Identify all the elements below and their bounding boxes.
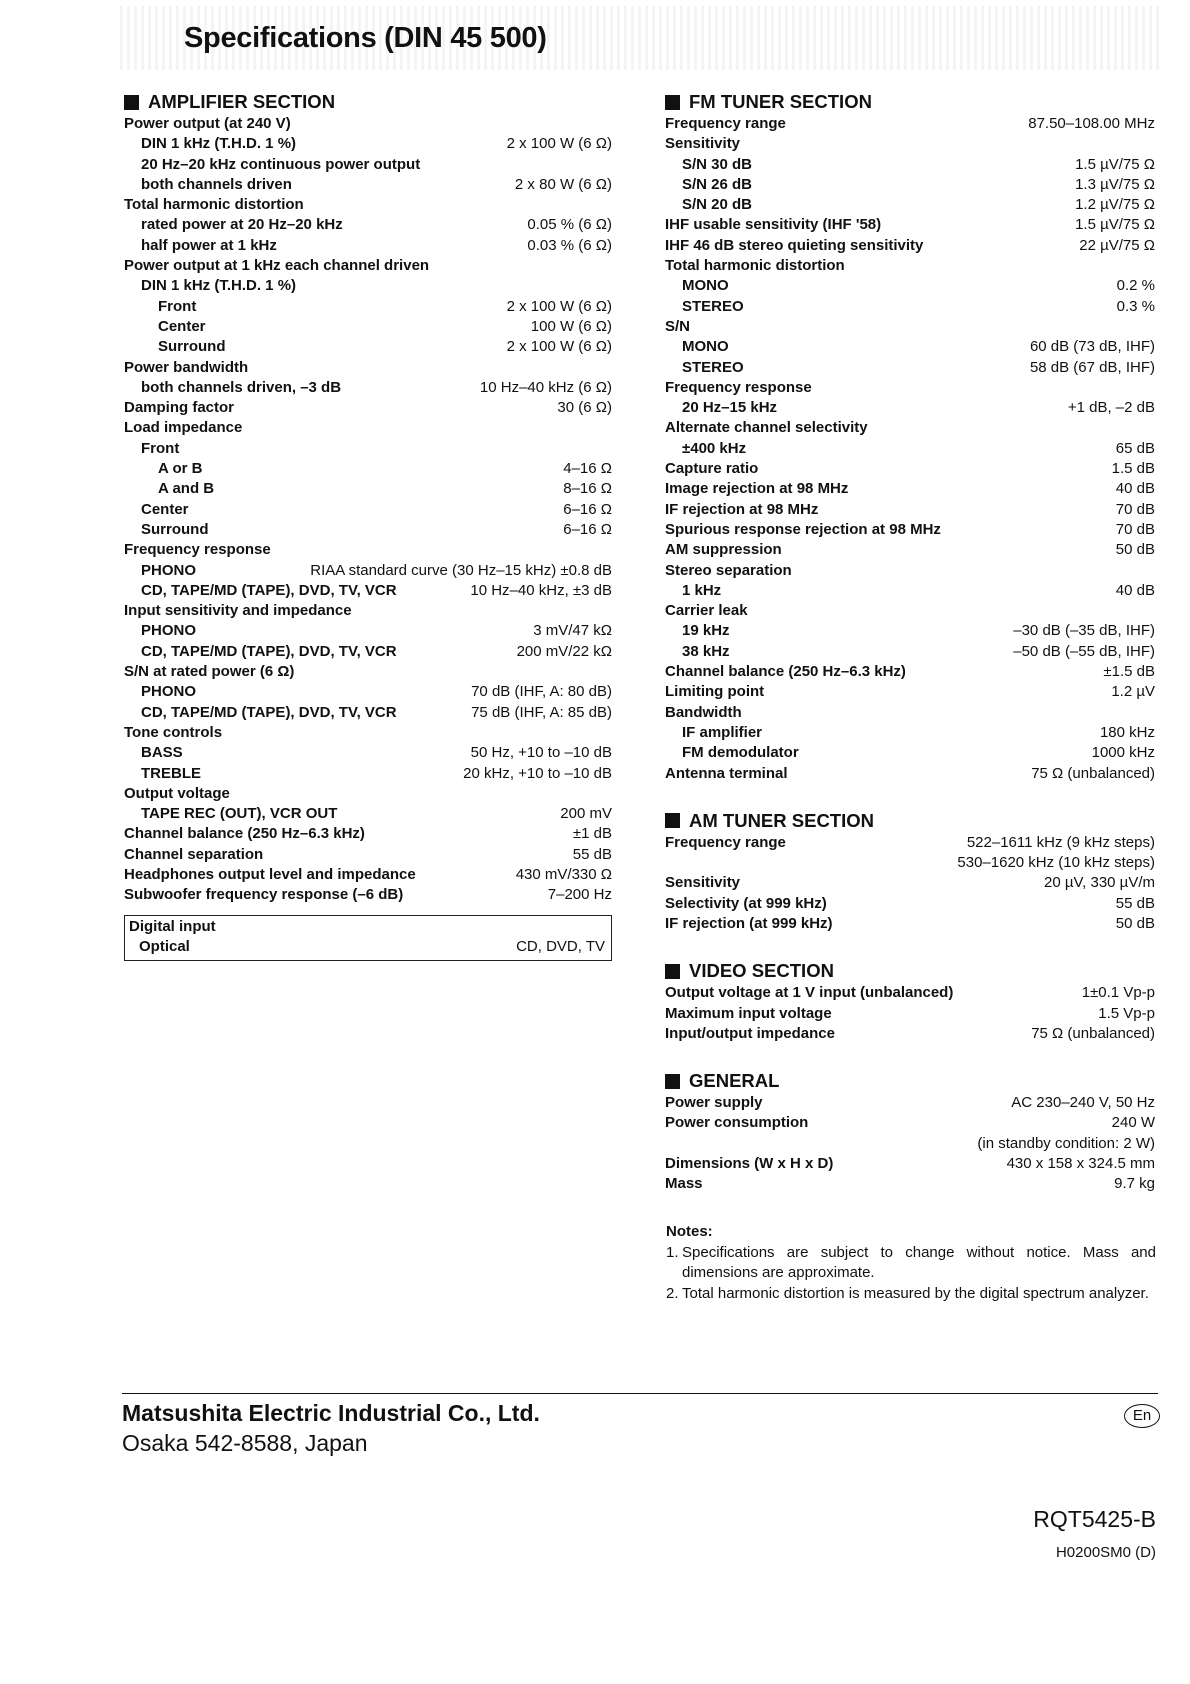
spec-value: ±1 dB <box>572 825 612 843</box>
amplifier-spec-list <box>124 115 612 907</box>
spec-label: Alternate channel selectivity <box>665 419 868 437</box>
spec-label: PHONO <box>141 683 197 701</box>
spec-label: S/N 20 dB <box>682 196 753 214</box>
spec-value: 1.2 µV <box>1111 683 1155 701</box>
spec-label: Tone controls <box>124 723 223 741</box>
spec-row <box>665 874 1155 894</box>
spec-row <box>665 399 1155 419</box>
spec-value: 70 dB <box>1115 520 1155 538</box>
spec-label: Channel balance (250 Hz–6.3 kHz) <box>124 825 365 843</box>
spec-label: Surround <box>158 338 226 356</box>
spec-label: 38 kHz <box>682 642 730 660</box>
spec-label: Headphones output level and impedance <box>124 865 416 883</box>
spec-row <box>124 622 612 642</box>
spec-row <box>665 602 1155 622</box>
spec-label: S/N 30 dB <box>682 155 753 173</box>
spec-label: IHF 46 dB stereo quieting sensitivity <box>665 236 924 254</box>
am-section-heading <box>665 809 1155 833</box>
spec-label: Subwoofer frequency response (–6 dB) <box>124 886 404 904</box>
spec-row <box>124 399 612 419</box>
spec-label: IF rejection (at 999 kHz) <box>665 914 833 932</box>
spec-value: 50 dB <box>1115 914 1155 932</box>
company-name: Matsushita Electric Industrial Co., Ltd. <box>122 1400 540 1426</box>
spec-label: PHONO <box>141 622 197 640</box>
spec-label: Channel separation <box>124 845 264 863</box>
spec-row <box>665 521 1155 541</box>
spec-row <box>665 854 1155 874</box>
spec-value: ±1.5 dB <box>1103 663 1155 681</box>
spec-value: AC 230–240 V, 50 Hz <box>1011 1094 1155 1112</box>
note-item <box>666 1243 1156 1284</box>
spec-label: Front <box>141 439 180 457</box>
digital-input-title: Digital input <box>129 917 216 935</box>
spec-row <box>665 1094 1155 1114</box>
spec-label: S/N at rated power (6 Ω) <box>124 663 295 681</box>
spec-row <box>124 785 612 805</box>
spec-row <box>665 196 1155 216</box>
spec-value: 2 x 100 W (6 Ω) <box>506 135 612 153</box>
spec-value: 70 dB <box>1115 500 1155 518</box>
spec-label: Antenna terminal <box>665 764 788 782</box>
spec-value: 180 kHz <box>1099 723 1155 741</box>
spec-value: 75 dB (IHF, A: 85 dB) <box>471 703 612 721</box>
spec-row <box>124 156 612 176</box>
square-bullet-icon <box>665 1074 680 1089</box>
spec-label: Load impedance <box>124 419 243 437</box>
spec-value: 40 dB <box>1115 480 1155 498</box>
spec-row <box>665 419 1155 439</box>
spec-label: Power output at 1 kHz each channel driven <box>124 257 430 275</box>
spec-label: half power at 1 kHz <box>141 236 277 254</box>
spec-label: 1 kHz <box>682 581 722 599</box>
spec-label: Limiting point <box>665 683 765 701</box>
spec-row <box>665 834 1155 854</box>
spec-value: 70 dB (IHF, A: 80 dB) <box>471 683 612 701</box>
spec-row <box>665 541 1155 561</box>
spec-value: 58 dB (67 dB, IHF) <box>1029 358 1155 376</box>
spec-label: Capture ratio <box>665 460 759 478</box>
fm-spec-list <box>665 115 1155 785</box>
spec-row <box>124 298 612 318</box>
spec-value: 60 dB (73 dB, IHF) <box>1029 338 1155 356</box>
spec-row <box>665 915 1155 935</box>
spec-value: 522–1611 kHz (9 kHz steps) <box>966 833 1155 851</box>
spec-label: Dimensions (W x H x D) <box>665 1155 834 1173</box>
digital-input-value: CD, DVD, TV <box>516 937 605 955</box>
spec-value: 55 dB <box>572 845 612 863</box>
fm-section-heading <box>665 90 1155 114</box>
spec-row <box>665 1155 1155 1175</box>
spec-label: Power bandwidth <box>124 358 249 376</box>
video-heading-text: VIDEO SECTION <box>689 960 834 982</box>
spec-value: RIAA standard curve (30 Hz–15 kHz) ±0.8 dB <box>310 561 612 579</box>
spec-value: –50 dB (–55 dB, IHF) <box>1013 642 1155 660</box>
spec-label: Power supply <box>665 1094 763 1112</box>
spec-value: 100 W (6 Ω) <box>530 317 612 335</box>
spec-row <box>665 683 1155 703</box>
spec-label: Sensitivity <box>665 135 741 153</box>
spec-label: Total harmonic distortion <box>665 257 845 275</box>
spec-row <box>665 895 1155 915</box>
spec-row <box>665 704 1155 724</box>
square-bullet-icon <box>665 813 680 828</box>
spec-row <box>665 744 1155 764</box>
spec-label: AM suppression <box>665 541 782 559</box>
spec-row <box>665 582 1155 602</box>
spec-value: 87.50–108.00 MHz <box>1028 115 1155 132</box>
spec-label: Power consumption <box>665 1114 809 1132</box>
spec-row <box>124 643 612 663</box>
spec-row <box>124 460 612 480</box>
spec-label: STEREO <box>682 297 744 315</box>
spec-label: Mass <box>665 1175 703 1193</box>
spec-row <box>665 440 1155 460</box>
spec-row <box>665 1114 1155 1134</box>
spec-value: 50 dB <box>1115 541 1155 559</box>
spec-value: 3 mV/47 kΩ <box>533 622 612 640</box>
spec-label: Input/output impedance <box>665 1024 835 1042</box>
spec-row <box>665 216 1155 236</box>
spec-row <box>124 176 612 196</box>
spec-value: 2 x 100 W (6 Ω) <box>506 297 612 315</box>
left-column <box>124 90 612 961</box>
spec-label: DIN 1 kHz (T.H.D. 1 %) <box>141 135 297 153</box>
spec-value: 20 kHz, +10 to –10 dB <box>463 764 612 782</box>
spec-label: TAPE REC (OUT), VCR OUT <box>141 805 338 823</box>
spec-row <box>124 704 612 724</box>
spec-label: Channel balance (250 Hz–6.3 kHz) <box>665 663 906 681</box>
spec-row <box>124 501 612 521</box>
square-bullet-icon <box>665 964 680 979</box>
spec-row <box>124 480 612 500</box>
spec-value: (in standby condition: 2 W) <box>977 1134 1155 1152</box>
spec-label: Frequency range <box>665 833 786 851</box>
spec-label: TREBLE <box>141 764 201 782</box>
spec-row <box>124 521 612 541</box>
square-bullet-icon <box>124 95 139 110</box>
spec-label: IF rejection at 98 MHz <box>665 500 819 518</box>
spec-value: 1.5 dB <box>1111 460 1155 478</box>
spec-row <box>665 984 1155 1004</box>
spec-value: 7–200 Hz <box>547 886 612 904</box>
spec-value: 2 x 100 W (6 Ω) <box>506 338 612 356</box>
am-spec-list <box>665 834 1155 935</box>
spec-row <box>665 663 1155 683</box>
spec-value: 430 mV/330 Ω <box>515 865 612 883</box>
spec-row <box>665 176 1155 196</box>
spec-label: Frequency response <box>124 541 271 559</box>
spec-label: Total harmonic distortion <box>124 196 304 214</box>
spec-row <box>124 562 612 582</box>
spec-row <box>665 298 1155 318</box>
spec-label: Input sensitivity and impedance <box>124 602 352 620</box>
spec-row <box>665 379 1155 399</box>
spec-label: DIN 1 kHz (T.H.D. 1 %) <box>141 277 297 295</box>
spec-row <box>665 257 1155 277</box>
spec-row <box>124 115 612 135</box>
spec-row <box>124 359 612 379</box>
spec-row <box>665 237 1155 257</box>
spec-row <box>124 257 612 277</box>
spec-row <box>665 1175 1155 1195</box>
spec-value: 20 µV, 330 µV/m <box>1044 874 1155 892</box>
print-code: H0200SM0 (D) <box>1055 1544 1156 1561</box>
spec-label: rated power at 20 Hz–20 kHz <box>141 216 343 234</box>
spec-label: 20 Hz–15 kHz <box>682 399 778 417</box>
spec-row <box>665 724 1155 744</box>
spec-label: Power output (at 240 V) <box>124 115 291 132</box>
spec-label: Spurious response rejection at 98 MHz <box>665 520 941 538</box>
spec-row <box>665 1135 1155 1155</box>
spec-label: both channels driven <box>141 175 292 193</box>
spec-row <box>124 277 612 297</box>
spec-row <box>124 419 612 439</box>
spec-value: 6–16 Ω <box>563 500 612 518</box>
spec-row <box>124 582 612 602</box>
general-heading-text: GENERAL <box>689 1070 780 1092</box>
spec-row <box>124 724 612 744</box>
spec-value: 1.5 µV/75 Ω <box>1075 216 1155 234</box>
spec-label: 20 Hz–20 kHz continuous power output <box>141 155 421 173</box>
note-text: Specifications are subject to change without notice. Mass and dimensions are approximate. <box>682 1243 1156 1281</box>
note-number: 1. <box>666 1243 679 1261</box>
spec-label: S/N 26 dB <box>682 175 753 193</box>
spec-label: Stereo separation <box>665 561 792 579</box>
spec-label: Output voltage <box>124 784 230 802</box>
spec-value: 2 x 80 W (6 Ω) <box>514 175 612 193</box>
spec-row <box>665 622 1155 642</box>
spec-value: 530–1620 kHz (10 kHz steps) <box>957 854 1155 872</box>
spec-row <box>665 562 1155 582</box>
spec-value: 10 Hz–40 kHz, ±3 dB <box>470 581 612 599</box>
general-spec-list <box>665 1094 1155 1195</box>
spec-value: 75 Ω (unbalanced) <box>1031 1024 1155 1042</box>
spec-label: MONO <box>682 338 729 356</box>
spec-row <box>124 825 612 845</box>
am-heading-text: AM TUNER SECTION <box>689 809 874 831</box>
spec-value: 0.2 % <box>1116 277 1155 295</box>
spec-label: FM demodulator <box>682 744 799 762</box>
fm-heading-text: FM TUNER SECTION <box>689 91 872 112</box>
amplifier-section-heading <box>124 90 612 114</box>
spec-label: A and B <box>158 480 215 498</box>
spec-label: IF amplifier <box>682 723 763 741</box>
page-title: Specifications (DIN 45 500) <box>184 22 547 54</box>
spec-row <box>124 379 612 399</box>
general-section-heading <box>665 1069 1155 1093</box>
spec-label: Carrier leak <box>665 602 748 620</box>
spec-label: Sensitivity <box>665 874 741 892</box>
spec-row <box>124 237 612 257</box>
note-text: Total harmonic distortion is measured by the digital spectrum analyzer. <box>682 1284 1149 1302</box>
spec-row <box>665 156 1155 176</box>
video-spec-list <box>665 984 1155 1045</box>
spec-value: 0.03 % (6 Ω) <box>527 236 612 254</box>
language-badge: En <box>1124 1404 1160 1428</box>
spec-row <box>124 886 612 906</box>
spec-row <box>665 359 1155 379</box>
video-section-heading <box>665 959 1155 983</box>
spec-label: IHF usable sensitivity (IHF '58) <box>665 216 882 234</box>
note-item <box>666 1284 1156 1305</box>
spec-value: 200 mV <box>560 805 612 823</box>
spec-row <box>665 1025 1155 1045</box>
spec-value: 200 mV/22 kΩ <box>516 642 612 660</box>
notes-title: Notes: <box>666 1223 713 1240</box>
spec-label: S/N <box>665 317 691 335</box>
spec-row <box>124 663 612 683</box>
spec-label: STEREO <box>682 358 744 376</box>
spec-row <box>665 135 1155 155</box>
company-address: Osaka 542-8588, Japan <box>122 1430 368 1456</box>
spec-row <box>665 277 1155 297</box>
spec-value: 75 Ω (unbalanced) <box>1031 764 1155 782</box>
spec-label: Surround <box>141 520 209 538</box>
spec-row <box>124 318 612 338</box>
spec-value: 0.05 % (6 Ω) <box>527 216 612 234</box>
spec-label: Maximum input voltage <box>665 1004 832 1022</box>
spec-label: CD, TAPE/MD (TAPE), DVD, TV, VCR <box>141 642 397 660</box>
spec-value: 1.2 µV/75 Ω <box>1075 196 1155 214</box>
spec-row <box>124 683 612 703</box>
spec-label: Image rejection at 98 MHz <box>665 480 849 498</box>
spec-row <box>124 196 612 216</box>
spec-row <box>665 115 1155 135</box>
spec-row <box>124 866 612 886</box>
square-bullet-icon <box>665 95 680 110</box>
spec-row <box>124 338 612 358</box>
spec-label: CD, TAPE/MD (TAPE), DVD, TV, VCR <box>141 581 397 599</box>
spec-row <box>665 1005 1155 1025</box>
digital-input-box <box>124 915 612 961</box>
spec-row <box>665 501 1155 521</box>
spec-label: both channels driven, –3 dB <box>141 378 342 396</box>
right-column <box>665 90 1155 1196</box>
spec-label: Center <box>158 317 206 335</box>
spec-value: 22 µV/75 Ω <box>1079 236 1155 254</box>
spec-row <box>665 460 1155 480</box>
spec-value: 1.3 µV/75 Ω <box>1075 175 1155 193</box>
spec-label: PHONO <box>141 561 197 579</box>
spec-label: MONO <box>682 277 729 295</box>
spec-label: Center <box>141 500 189 518</box>
spec-value: 1.5 Vp-p <box>1098 1004 1155 1022</box>
spec-value: –30 dB (–35 dB, IHF) <box>1013 622 1155 640</box>
spec-value: 10 Hz–40 kHz (6 Ω) <box>479 378 612 396</box>
spec-label: Front <box>158 297 197 315</box>
spec-label: Frequency range <box>665 115 786 132</box>
spec-label: Selectivity (at 999 kHz) <box>665 894 827 912</box>
spec-value: 9.7 kg <box>1114 1175 1155 1193</box>
spec-value: 50 Hz, +10 to –10 dB <box>470 744 612 762</box>
footer-divider <box>122 1393 1158 1394</box>
spec-label: Damping factor <box>124 399 235 417</box>
spec-row <box>665 318 1155 338</box>
spec-label: ±400 kHz <box>682 439 747 457</box>
spec-row <box>665 338 1155 358</box>
digital-input-label: Optical <box>139 937 190 955</box>
spec-row <box>665 643 1155 663</box>
spec-value: +1 dB, –2 dB <box>1067 399 1155 417</box>
spec-value: 430 x 158 x 324.5 mm <box>1006 1155 1155 1173</box>
spec-value: 1±0.1 Vp-p <box>1081 984 1155 1002</box>
spec-row <box>124 805 612 825</box>
spec-row <box>124 846 612 866</box>
spec-value: 8–16 Ω <box>563 480 612 498</box>
spec-value: 1000 kHz <box>1091 744 1155 762</box>
spec-value: 30 (6 Ω) <box>557 399 612 417</box>
spec-row <box>665 765 1155 785</box>
spec-value: 1.5 µV/75 Ω <box>1075 155 1155 173</box>
spec-row <box>124 440 612 460</box>
spec-row <box>124 541 612 561</box>
spec-value: 40 dB <box>1115 581 1155 599</box>
note-number: 2. <box>666 1284 679 1302</box>
notes-block <box>666 1222 1156 1304</box>
spec-value: 4–16 Ω <box>563 460 612 478</box>
spec-value: 6–16 Ω <box>563 520 612 538</box>
spec-label: CD, TAPE/MD (TAPE), DVD, TV, VCR <box>141 703 397 721</box>
amplifier-heading-text: AMPLIFIER SECTION <box>148 91 336 112</box>
spec-value: 240 W <box>1111 1114 1155 1132</box>
spec-label: Output voltage at 1 V input (unbalanced) <box>665 984 954 1002</box>
spec-value: 65 dB <box>1115 439 1155 457</box>
spec-row <box>124 602 612 622</box>
spec-row <box>124 216 612 236</box>
spec-value: 0.3 % <box>1116 297 1155 315</box>
spec-row <box>665 480 1155 500</box>
spec-label: BASS <box>141 744 183 762</box>
spec-label: Bandwidth <box>665 703 742 721</box>
spec-value: 55 dB <box>1115 894 1155 912</box>
spec-row <box>124 135 612 155</box>
spec-row <box>124 765 612 785</box>
spec-row <box>124 744 612 764</box>
spec-label: 19 kHz <box>682 622 730 640</box>
spec-label: A or B <box>158 460 203 478</box>
model-number: RQT5425-B <box>1033 1506 1156 1532</box>
spec-label: Frequency response <box>665 378 812 396</box>
